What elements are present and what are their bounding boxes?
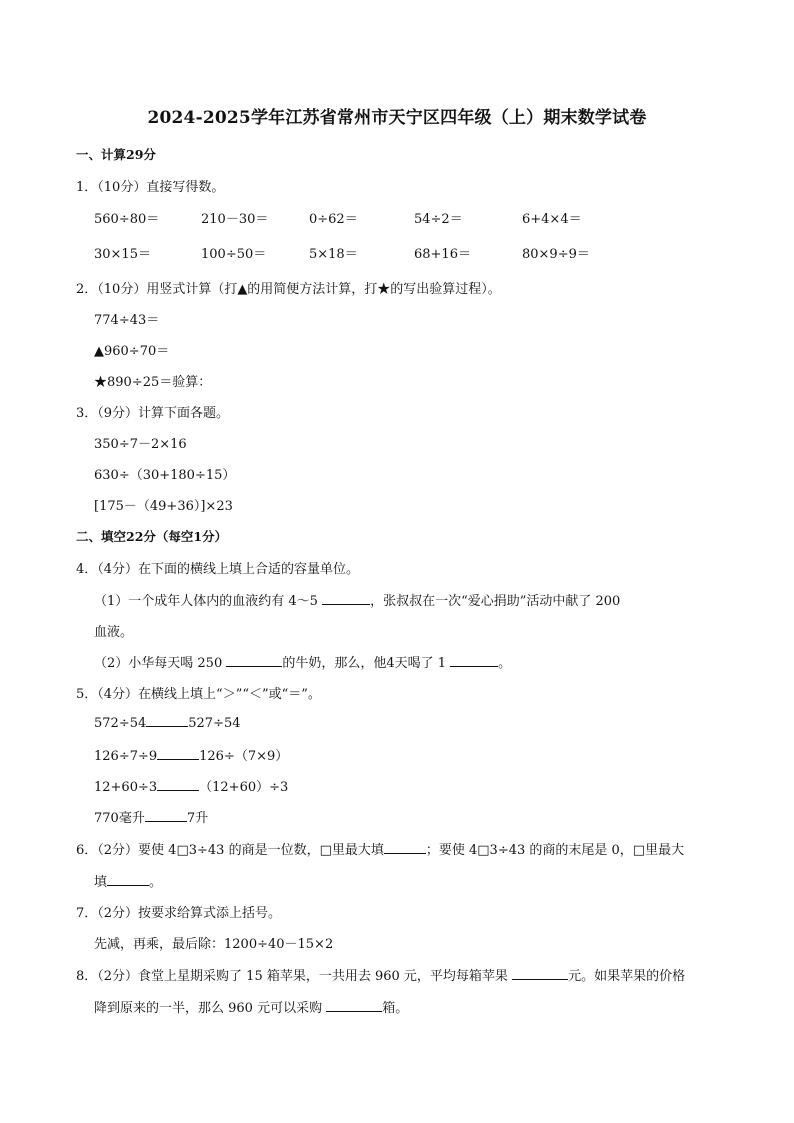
q8-line-2 (94, 997, 408, 1016)
answer-blank[interactable] (450, 654, 498, 667)
q5-left: 572÷54 (94, 716, 147, 731)
q4-text: 的牛奶，那么，他4天喝了 1 (282, 656, 451, 671)
answer-blank[interactable] (146, 714, 188, 727)
q8-text: 箱。 (382, 1001, 409, 1016)
q7-expression: 先减，再乘，最后除：1200÷40－15×2 (94, 937, 334, 952)
section-2-heading: 二、填空22分（每空1分） (76, 529, 228, 544)
q1-item: 210－30＝ (201, 212, 269, 227)
q1-item: 0÷62＝ (309, 212, 358, 227)
q2-item: ▲960÷70＝ (94, 344, 170, 359)
q1-row-2 (0, 243, 794, 263)
q6-text: ；要使 4□3÷43 的商的末尾是 0，□里最大 (425, 843, 685, 858)
q5-left: 12+60÷3 (94, 780, 158, 795)
q1-item: 80×9÷9＝ (522, 247, 590, 262)
q7-heading: 7．（2分）按要求给算式添上括号。 (76, 906, 282, 921)
q5-item (94, 776, 288, 795)
q5-item (94, 745, 288, 764)
q1-item: 68+16＝ (414, 247, 471, 262)
q2-item: ★890÷25＝验算： (94, 375, 212, 390)
q5-item (94, 807, 208, 826)
q8-line-1 (76, 965, 685, 984)
q3-item: 630÷（30+180÷15） (94, 468, 236, 483)
q6-text: 填 (94, 875, 108, 890)
q1-heading: 1．（10分）直接写得数。 (76, 180, 225, 195)
exam-title: 2024-2025学年江苏省常州市天宁区四年级（上）期末数学试卷 (147, 108, 647, 128)
q5-left: 770毫升 (94, 811, 145, 826)
q3-item: 350÷7－2×16 (94, 437, 187, 452)
q2-heading: 2．（10分）用竖式计算（打▲的用简便方法计算，打★的写出验算过程）。 (76, 282, 501, 297)
q1-item: 100÷50＝ (201, 247, 267, 262)
q1-row-1 (0, 208, 794, 228)
q4-line-1 (94, 590, 620, 609)
q1-item: 6+4×4＝ (522, 212, 582, 227)
q4-text: （1）一个成年人体内的血液约有 4～5 (94, 594, 323, 609)
q1-item: 560÷80＝ (94, 212, 160, 227)
answer-blank[interactable] (384, 841, 426, 854)
q5-heading: 5．（4分）在横线上填上“＞”“＜”或“＝”。 (76, 687, 321, 702)
q8-text: 降到原来的一半，那么 960 元可以采购 (94, 1001, 327, 1016)
q1-item: 30×15＝ (94, 247, 151, 262)
answer-blank[interactable] (157, 778, 199, 791)
q4-text: 血液。 (94, 625, 134, 640)
answer-blank[interactable] (107, 873, 149, 886)
q5-right: 7升 (186, 811, 209, 826)
answer-blank[interactable] (512, 967, 568, 980)
answer-blank[interactable] (157, 747, 199, 760)
q1-item: 5×18＝ (309, 247, 358, 262)
answer-blank[interactable] (145, 809, 187, 822)
q6-text: 6．（2分）要使 4□3÷43 的商是一位数，□里最大填 (76, 843, 384, 858)
q8-text: 元。如果苹果的价格 (568, 969, 686, 984)
q4-text: （2）小华每天喝 250 (94, 656, 227, 671)
q4-text: ，张叔叔在一次“爱心捐助”活动中献了 200 (370, 594, 621, 609)
q5-left: 126÷7÷9 (94, 749, 158, 764)
q5-item (94, 714, 241, 731)
answer-blank[interactable] (326, 999, 382, 1012)
section-1-heading: 一、计算29分 (76, 147, 156, 162)
q5-right: （12+60）÷3 (199, 780, 289, 795)
q3-heading: 3．（9分）计算下面各题。 (76, 406, 230, 421)
q4-line-2 (94, 652, 511, 671)
q4-text: 。 (498, 656, 512, 671)
q6-text: 。 (149, 875, 163, 890)
q5-right: 126÷（7×9） (199, 749, 289, 764)
q6-line-2 (94, 871, 162, 890)
q8-text: 8．（2分）食堂上星期采购了 15 箱苹果，一共用去 960 元，平均每箱苹果 (76, 969, 513, 984)
q5-right: 527÷54 (188, 716, 241, 731)
q6-line-1 (76, 839, 684, 858)
q3-item: [175－（49+36）]×23 (94, 499, 233, 514)
answer-blank[interactable] (322, 592, 370, 605)
q2-item: 774÷43＝ (94, 313, 160, 328)
q4-heading: 4．（4分）在下面的横线上填上合适的容量单位。 (76, 562, 360, 577)
answer-blank[interactable] (226, 654, 282, 667)
q1-item: 54÷2＝ (414, 212, 463, 227)
